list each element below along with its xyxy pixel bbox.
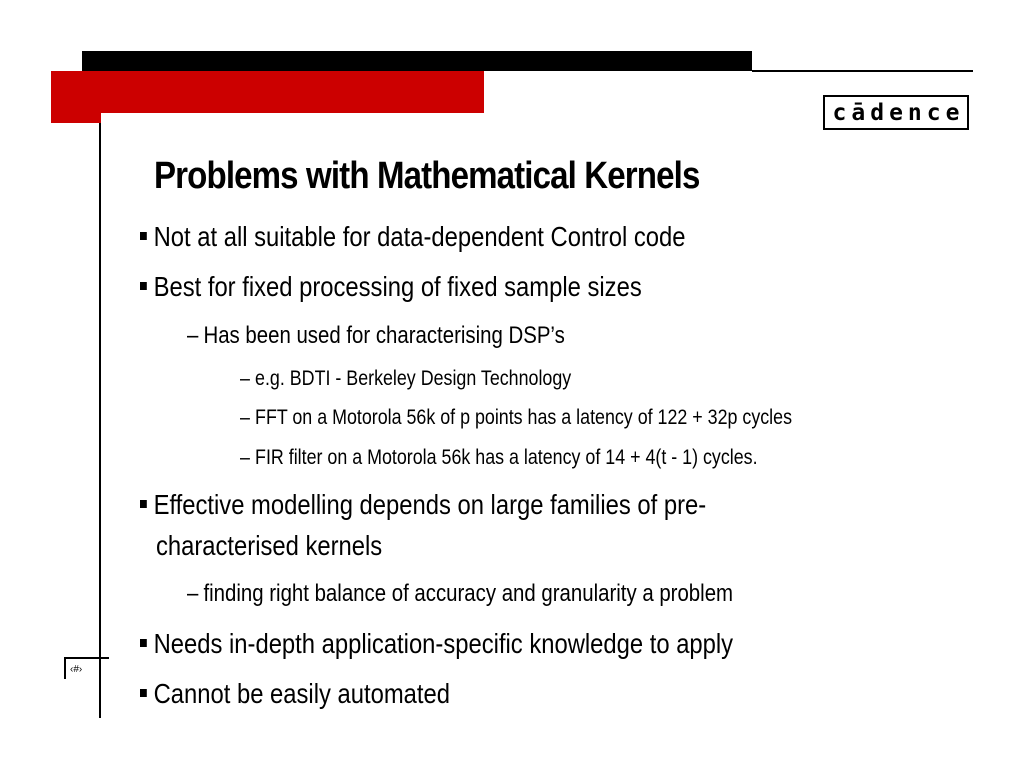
sub-sub-bullet-item bbox=[240, 406, 792, 430]
bullet-item bbox=[140, 678, 450, 710]
header-black-bar bbox=[82, 51, 752, 71]
page-number-frame-top bbox=[64, 657, 109, 659]
square-bullet-icon bbox=[140, 500, 147, 508]
sub-bullet-item bbox=[187, 580, 733, 608]
page-number: ‹#› bbox=[70, 664, 83, 675]
sub-bullet-item bbox=[187, 322, 565, 350]
bullet-item bbox=[140, 628, 733, 660]
slide-title: Problems with Mathematical Kernels bbox=[154, 155, 700, 197]
bullet-item bbox=[140, 489, 706, 521]
bullet-text: finding right balance of accuracy and granularity a problem bbox=[203, 580, 734, 607]
header-red-bar-extension bbox=[51, 113, 101, 123]
bullet-text: Best for fixed processing of fixed sample sizes bbox=[153, 271, 642, 302]
header-red-bar bbox=[51, 71, 484, 113]
square-bullet-icon bbox=[140, 689, 147, 697]
dash-marker: – bbox=[187, 580, 199, 607]
square-bullet-icon bbox=[140, 232, 147, 240]
bullet-text: e.g. BDTI - Berkeley Design Technology bbox=[255, 367, 572, 390]
dash-marker: – bbox=[240, 367, 250, 390]
header-rule bbox=[752, 70, 973, 72]
square-bullet-icon bbox=[140, 282, 147, 290]
sub-sub-bullet-item bbox=[240, 446, 758, 470]
bullet-text: FFT on a Motorola 56k of p points has a latency of 122 + 32p cycles bbox=[255, 406, 793, 429]
bullet-item bbox=[140, 271, 642, 303]
bullet-text: Has been used for characterising DSP’s bbox=[203, 322, 565, 349]
bullet-item-continuation bbox=[156, 530, 382, 562]
bullet-text: Cannot be easily automated bbox=[153, 678, 450, 709]
square-bullet-icon bbox=[140, 639, 147, 647]
bullet-text: FIR filter on a Motorola 56k has a latency of 14 + 4(t - 1) cycles. bbox=[255, 446, 758, 469]
cadence-logo bbox=[823, 95, 969, 130]
left-vertical-rule bbox=[99, 123, 101, 718]
logo-text: cādence bbox=[832, 99, 965, 126]
sub-sub-bullet-item bbox=[240, 367, 571, 391]
bullet-text: Effective modelling depends on large families of pre- bbox=[153, 489, 707, 520]
dash-marker: – bbox=[240, 446, 250, 469]
bullet-text: characterised kernels bbox=[156, 530, 383, 561]
bullet-text: Not at all suitable for data-dependent Control code bbox=[153, 221, 686, 252]
bullet-text: Needs in-depth application-specific knowledge to apply bbox=[153, 628, 734, 659]
page-number-frame-left bbox=[64, 657, 66, 679]
dash-marker: – bbox=[240, 406, 250, 429]
bullet-item bbox=[140, 221, 685, 253]
dash-marker: – bbox=[187, 322, 199, 349]
